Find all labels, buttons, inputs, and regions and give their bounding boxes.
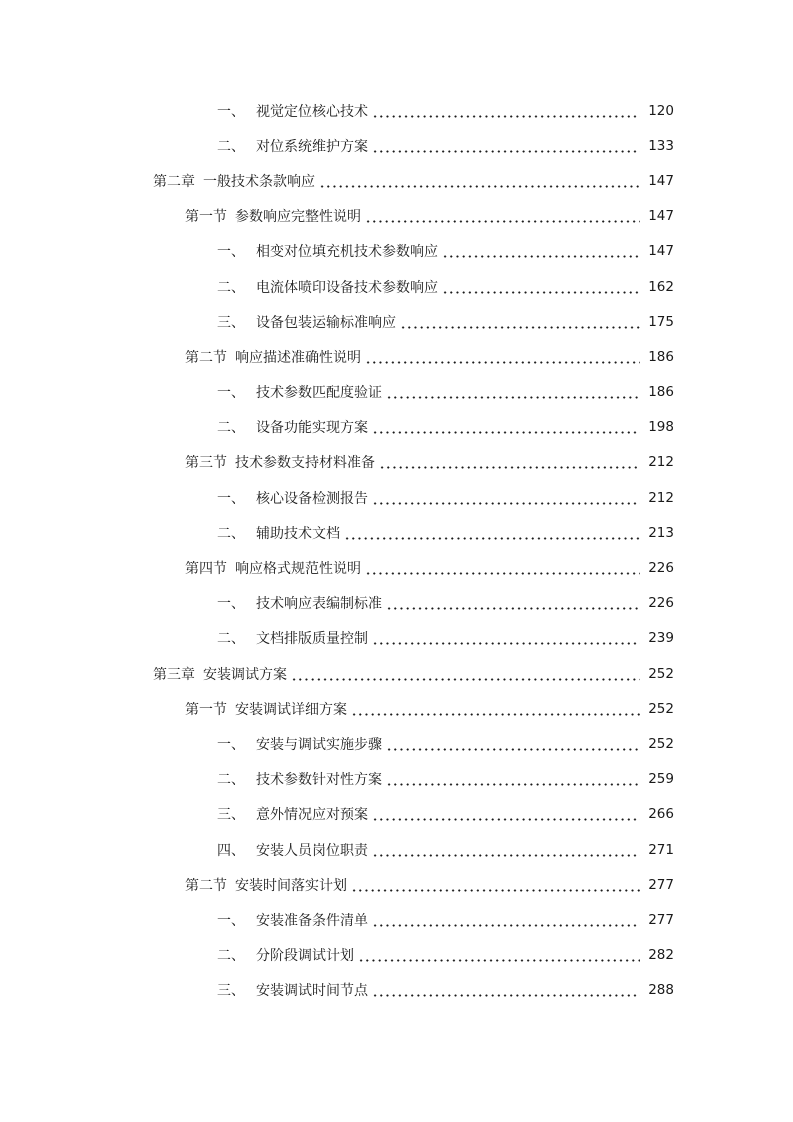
dot-leader (365, 561, 640, 575)
toc-entry[interactable] (0, 93, 793, 128)
entry-page-number: 213 (648, 524, 674, 541)
entry-page-number: 226 (648, 560, 674, 577)
dot-leader (291, 667, 640, 681)
entry-page-number: 252 (648, 735, 674, 752)
dot-leader (372, 491, 640, 505)
entry-title: 安装准备条件清单 (256, 912, 368, 929)
entry-title: 电流体喷印设备技术参数响应 (256, 279, 438, 296)
entry-number: 三、 (217, 807, 245, 824)
toc-section-entry[interactable] (0, 550, 793, 585)
entry-page-number: 186 (648, 348, 674, 365)
entry-page-number: 266 (648, 806, 674, 823)
entry-number: 二、 (217, 420, 245, 437)
dot-leader (379, 455, 640, 469)
entry-title: 意外情况应对预案 (256, 807, 368, 824)
entry-number: 第一节 (185, 701, 227, 718)
toc-entry[interactable] (0, 621, 793, 656)
entry-page-number: 252 (648, 700, 674, 717)
entry-page-number: 212 (648, 454, 674, 471)
entry-title: 一般技术条款响应 (203, 173, 315, 190)
toc-entry[interactable] (0, 762, 793, 797)
toc-entry[interactable] (0, 410, 793, 445)
entry-number: 二、 (217, 279, 245, 296)
entry-title: 辅助技术文档 (256, 525, 340, 542)
entry-title: 核心设备检测报告 (256, 490, 368, 507)
entry-page-number: 288 (648, 982, 674, 999)
entry-number: 四、 (217, 842, 245, 859)
entry-number: 一、 (217, 244, 245, 261)
entry-page-number: 175 (648, 313, 674, 330)
dot-leader (372, 139, 640, 153)
dot-leader (319, 174, 640, 188)
entry-page-number: 277 (648, 876, 674, 893)
entry-page-number: 271 (648, 841, 674, 858)
dot-leader (372, 983, 640, 997)
dot-leader (372, 631, 640, 645)
dot-leader (386, 772, 640, 786)
entry-page-number: 186 (648, 384, 674, 401)
entry-number: 第二节 (185, 877, 227, 894)
toc-chapter-entry[interactable] (0, 163, 793, 198)
entry-title: 安装与调试实施步骤 (256, 736, 382, 753)
table-of-contents (0, 93, 793, 1008)
dot-leader (400, 315, 640, 329)
dot-leader (372, 807, 640, 821)
entry-page-number: 239 (648, 630, 674, 647)
dot-leader (386, 385, 640, 399)
entry-title: 设备包装运输标准响应 (256, 314, 396, 331)
entry-number: 一、 (217, 385, 245, 402)
toc-section-entry[interactable] (0, 199, 793, 234)
toc-entry[interactable] (0, 480, 793, 515)
dot-leader (442, 244, 640, 258)
entry-number: 三、 (217, 314, 245, 331)
entry-number: 二、 (217, 525, 245, 542)
entry-page-number: 133 (648, 137, 674, 154)
entry-number: 二、 (217, 631, 245, 648)
entry-title: 安装时间落实计划 (235, 877, 347, 894)
toc-entry[interactable] (0, 304, 793, 339)
entry-title: 分阶段调试计划 (256, 948, 354, 965)
toc-section-entry[interactable] (0, 339, 793, 374)
entry-title: 技术参数针对性方案 (256, 772, 382, 789)
dot-leader (442, 280, 640, 294)
entry-page-number: 147 (648, 208, 674, 225)
entry-number: 一、 (217, 596, 245, 613)
entry-page-number: 198 (648, 419, 674, 436)
dot-leader (344, 526, 640, 540)
dot-leader (386, 596, 640, 610)
entry-page-number: 147 (648, 172, 674, 189)
toc-entry[interactable] (0, 515, 793, 550)
entry-page-number: 147 (648, 243, 674, 260)
entry-title: 技术响应表编制标准 (256, 596, 382, 613)
dot-leader (358, 948, 640, 962)
toc-section-entry[interactable] (0, 867, 793, 902)
dot-leader (351, 702, 640, 716)
entry-title: 视觉定位核心技术 (256, 103, 368, 120)
entry-number: 第二节 (185, 349, 227, 366)
entry-title: 参数响应完整性说明 (235, 209, 361, 226)
entry-number: 第二章 (153, 173, 195, 190)
entry-title: 对位系统维护方案 (256, 138, 368, 155)
entry-number: 二、 (217, 772, 245, 789)
toc-entry[interactable] (0, 234, 793, 269)
toc-entry[interactable] (0, 797, 793, 832)
entry-number: 一、 (217, 490, 245, 507)
entry-title: 响应描述准确性说明 (235, 349, 361, 366)
entry-title: 技术参数支持材料准备 (235, 455, 375, 472)
entry-number: 第三章 (153, 666, 195, 683)
entry-number: 一、 (217, 912, 245, 929)
dot-leader (372, 420, 640, 434)
toc-section-entry[interactable] (0, 691, 793, 726)
entry-title: 文档排版质量控制 (256, 631, 368, 648)
toc-chapter-entry[interactable] (0, 656, 793, 691)
dot-leader (365, 350, 640, 364)
toc-entry[interactable] (0, 938, 793, 973)
entry-page-number: 162 (648, 278, 674, 295)
entry-number: 第一节 (185, 209, 227, 226)
entry-title: 安装人员岗位职责 (256, 842, 368, 859)
entry-page-number: 277 (648, 911, 674, 928)
entry-title: 相变对位填充机技术参数响应 (256, 244, 438, 261)
dot-leader (372, 913, 640, 927)
dot-leader (351, 878, 640, 892)
entry-title: 技术参数匹配度验证 (256, 385, 382, 402)
toc-entry[interactable] (0, 586, 793, 621)
dot-leader (386, 737, 640, 751)
entry-title: 安装调试时间节点 (256, 983, 368, 1000)
entry-title: 安装调试方案 (203, 666, 287, 683)
entry-page-number: 226 (648, 595, 674, 612)
dot-leader (372, 843, 640, 857)
entry-number: 第三节 (185, 455, 227, 472)
entry-number: 一、 (217, 736, 245, 753)
entry-number: 二、 (217, 138, 245, 155)
entry-page-number: 259 (648, 771, 674, 788)
toc-entry[interactable] (0, 726, 793, 761)
entry-number: 二、 (217, 948, 245, 965)
entry-page-number: 252 (648, 665, 674, 682)
entry-number: 第四节 (185, 561, 227, 578)
dot-leader (372, 104, 640, 118)
toc-entry[interactable] (0, 269, 793, 304)
toc-entry[interactable] (0, 128, 793, 163)
toc-section-entry[interactable] (0, 445, 793, 480)
entry-page-number: 282 (648, 947, 674, 964)
entry-title: 安装调试详细方案 (235, 701, 347, 718)
entry-title: 响应格式规范性说明 (235, 561, 361, 578)
dot-leader (365, 209, 640, 223)
toc-entry[interactable] (0, 902, 793, 937)
toc-entry[interactable] (0, 375, 793, 410)
toc-entry[interactable] (0, 832, 793, 867)
entry-page-number: 212 (648, 489, 674, 506)
toc-entry[interactable] (0, 973, 793, 1008)
entry-number: 三、 (217, 983, 245, 1000)
entry-title: 设备功能实现方案 (256, 420, 368, 437)
entry-page-number: 120 (648, 102, 674, 119)
entry-number: 一、 (217, 103, 245, 120)
